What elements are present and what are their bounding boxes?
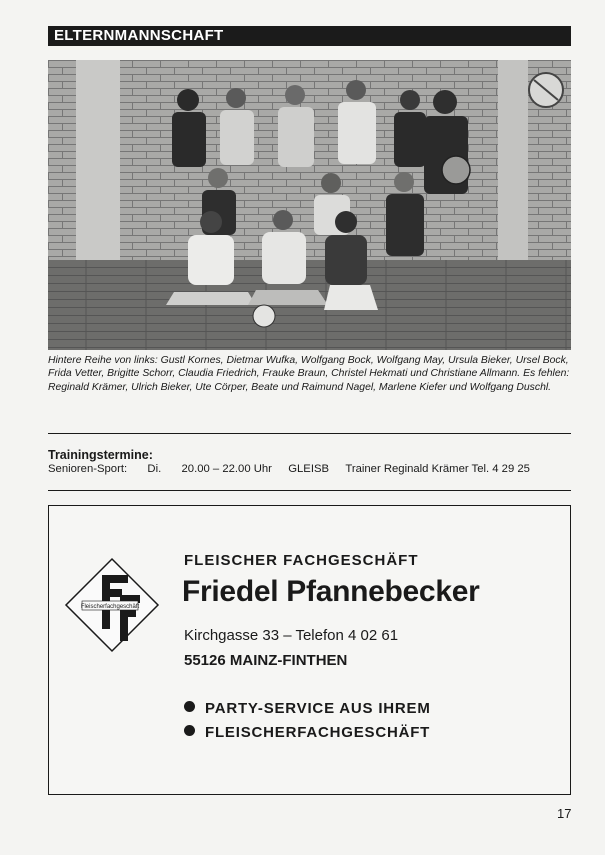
bullet-icon [184, 701, 195, 712]
training-schedule [48, 463, 571, 475]
training-time: 20.00 – 22.00 Uhr [181, 463, 272, 475]
butcher-logo [64, 557, 160, 653]
section-header: ELTERNMANNSCHAFT [48, 26, 571, 46]
bullet-icon [184, 725, 195, 736]
team-photo [48, 60, 571, 350]
training-location: GLEISB [288, 463, 330, 475]
ad-business-name: Friedel Pfannebecker [182, 575, 480, 608]
divider-top [48, 433, 571, 434]
training-day: Di. [147, 463, 162, 475]
ad-bullet-1: PARTY-SERVICE AUS IHREM [184, 700, 431, 717]
ad-bullet-2: FLEISCHERFACHGESCHÄFT [184, 724, 430, 741]
logo-text: Fleischerfachgeschäft [80, 604, 140, 610]
ad-city: 55126 MAINZ-FINTHEN [184, 652, 348, 669]
training-title: Trainingstermine: [48, 448, 153, 462]
training-trainer: Trainer Reginald Krämer Tel. 4 29 25 [345, 463, 530, 475]
ad-category: FLEISCHER FACHGESCHÄFT [184, 552, 419, 569]
ad-address: Kirchgasse 33 – Telefon 4 02 61 [184, 627, 399, 644]
training-label: Senioren-Sport: [48, 463, 128, 475]
page-number: 17 [557, 806, 572, 821]
photo-caption: Hintere Reihe von links: Gustl Kornes, Dietmar Wufka, Wolfgang Bock, Wolfgang May, Ursula Bieker, Ursel Bock, Frida Vetter, Brigitte Schorr, Claudia Friedrich, Frauke Braun, Christel Hekmati und Christiane Allmann. Es fehlen: Reginald Krämer, Ulrich Bieker, Ute Cörper, Beate und Raimund Nagel, Marlene Kiefer und Wolfgang Duschl. [48, 355, 570, 393]
divider-bottom [48, 490, 571, 491]
